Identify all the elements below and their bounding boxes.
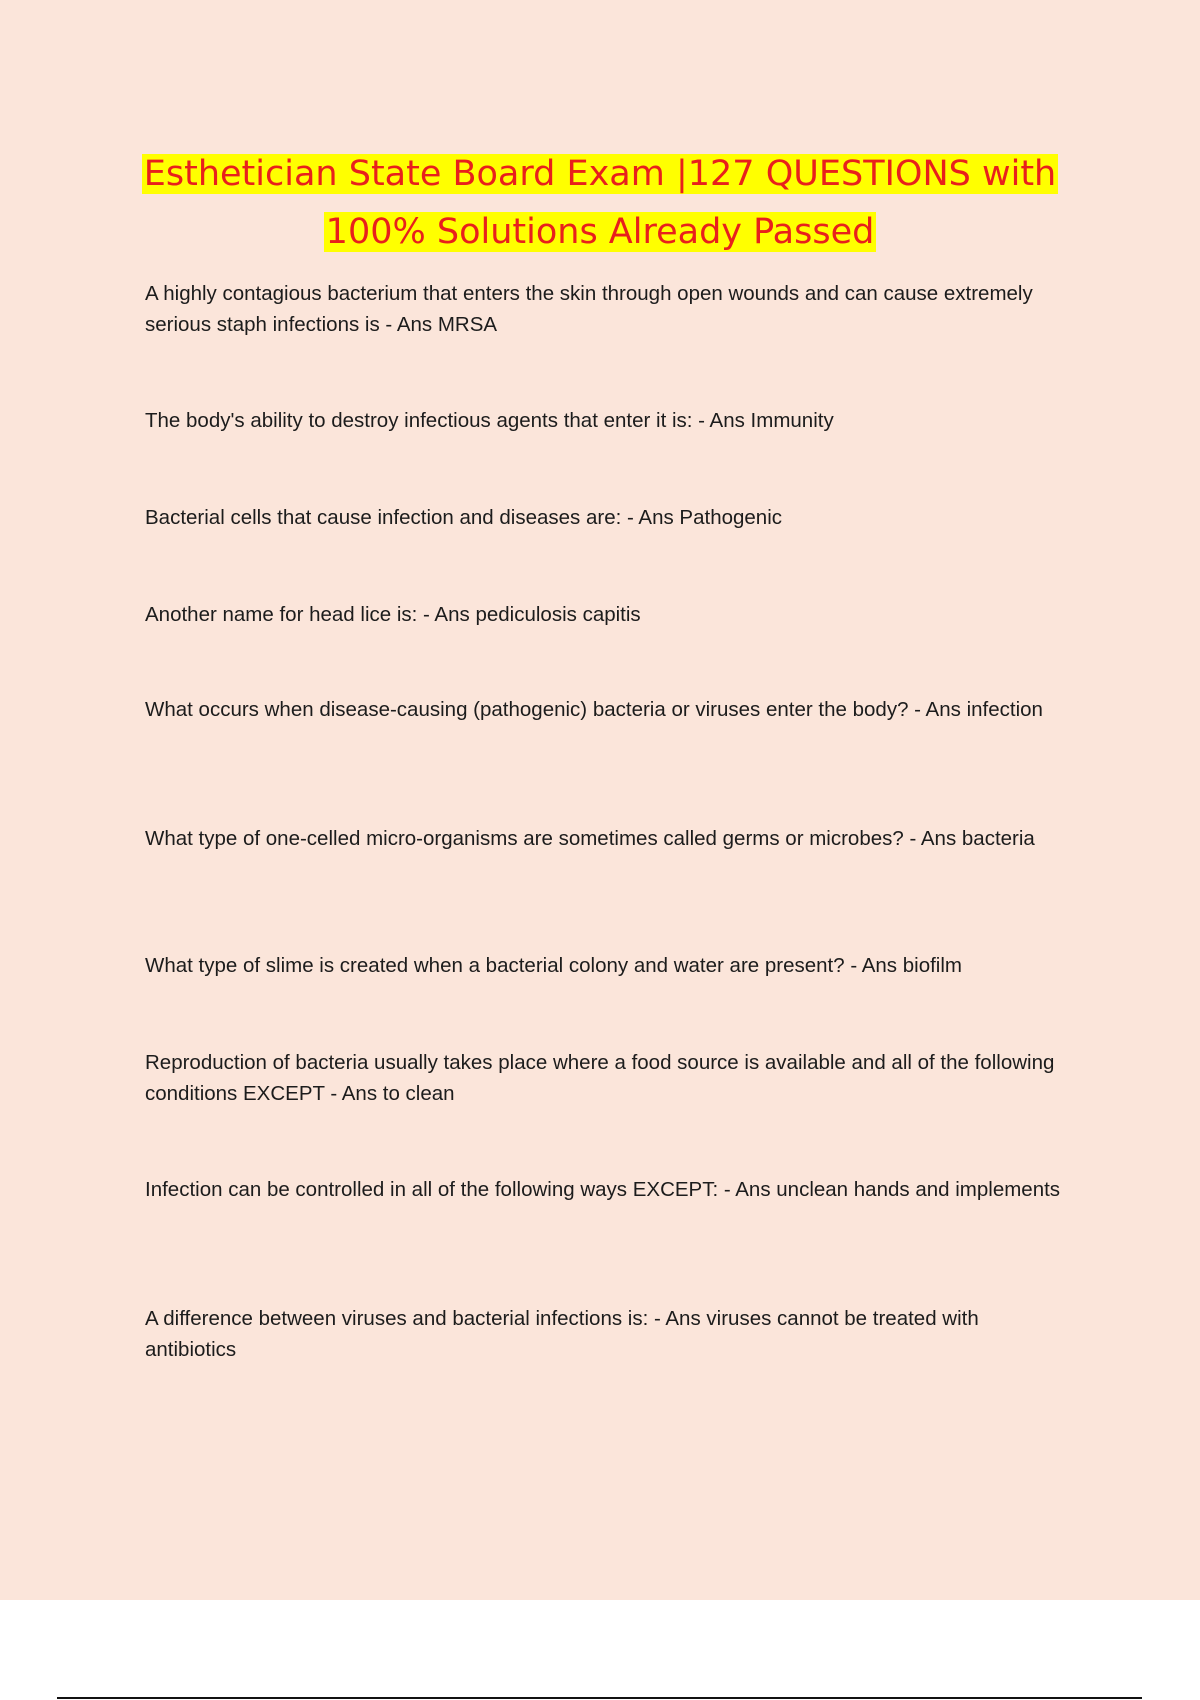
question-answer-5: What occurs when disease-causing (pathogenic) bacteria or viruses enter the body? - Ans infection xyxy=(145,698,1043,721)
question-answer-3: Bacterial cells that cause infection and diseases are: - Ans Pathogenic xyxy=(145,506,783,529)
question-answer-1: A highly contagious bacterium that enters the skin through open wounds and can cause extremely serious staph infections is - Ans MRSA xyxy=(145,282,1033,336)
question-answer-7: What type of slime is created when a bacterial colony and water are present? - Ans biofilm xyxy=(145,954,962,977)
question-answer-2: The body's ability to destroy infectious agents that enter it is: - Ans Immunity xyxy=(145,409,834,432)
title-line-2: 100% Solutions Already Passed xyxy=(325,212,875,252)
question-answer-8: Reproduction of bacteria usually takes place where a food source is available and all of the following conditions EXCEPT - Ans to clean xyxy=(145,1051,1055,1105)
question-answer-6: What type of one-celled micro-organisms are sometimes called germs or microbes? - Ans bacteria xyxy=(145,827,1035,850)
page-title xyxy=(0,145,1200,261)
question-answer-4: Another name for head lice is: - Ans pediculosis capitis xyxy=(145,603,641,626)
bottom-divider xyxy=(57,1697,1142,1699)
title-line-1: Esthetician State Board Exam |127 QUESTIONS with xyxy=(143,154,1057,194)
question-answer-10: A difference between viruses and bacterial infections is: - Ans viruses cannot be treated with antibiotics xyxy=(145,1307,979,1361)
question-answer-9: Infection can be controlled in all of the following ways EXCEPT: - Ans unclean hands and implements xyxy=(145,1178,1061,1201)
